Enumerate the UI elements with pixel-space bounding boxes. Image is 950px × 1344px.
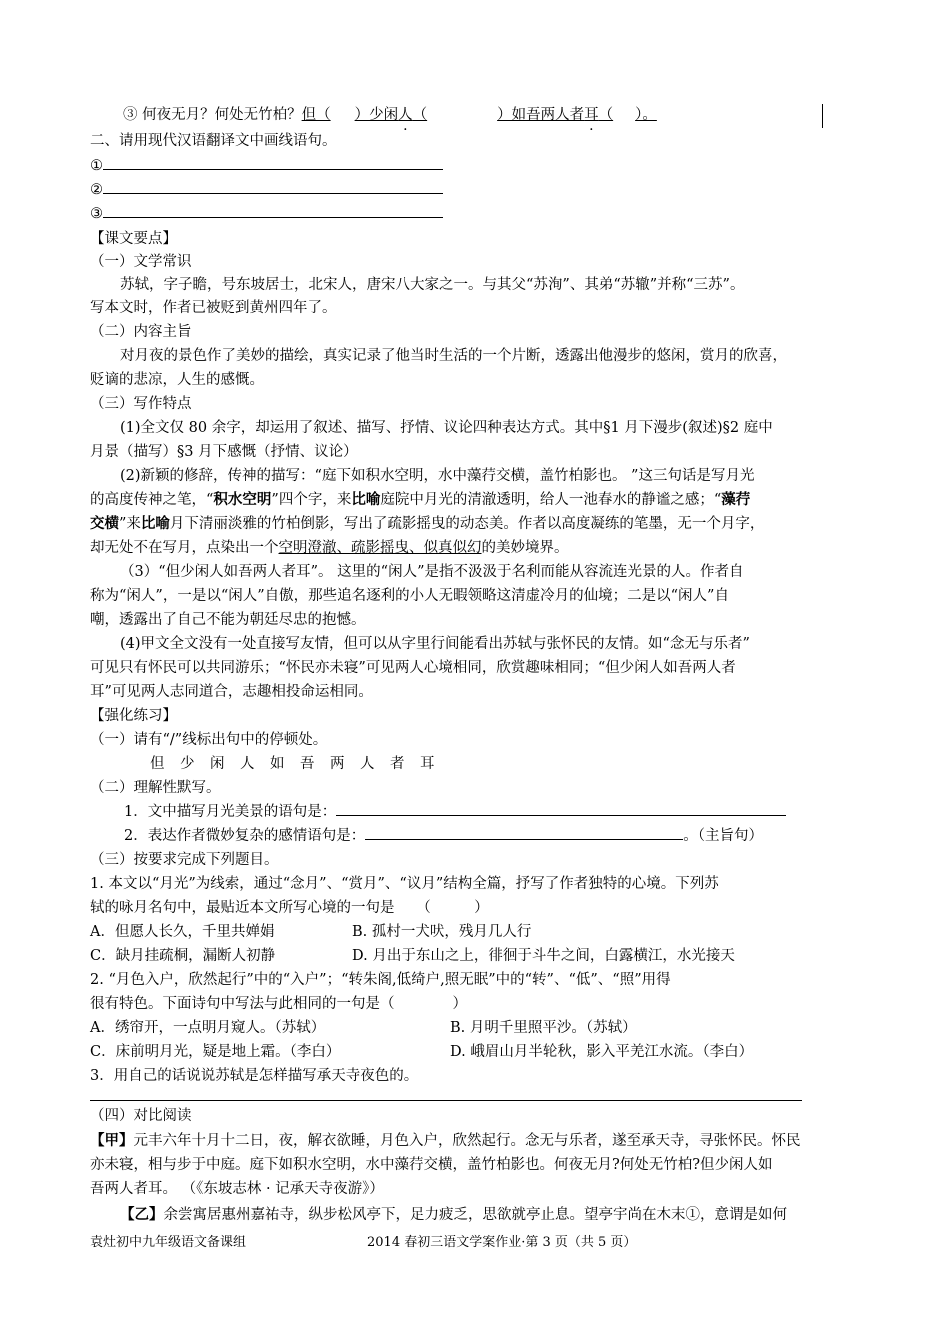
- footer-left: 袁灶初中九年级语文备课组: [90, 1235, 247, 1250]
- q1-line-1: 1. 本文以“月光”为线索，通过“念月”、“赏月”、“议月”结构全篇，抒写了作者独特的心境。下列苏: [90, 876, 719, 892]
- p3-line-1: （3）“但少闲人如吾两人者耳”。 这里的“闲人”是指不汲汲于名利而能从容流连光景的人。作者自: [120, 564, 744, 580]
- qh-title: 【强化练习】: [90, 708, 177, 724]
- p3-line-3: 嘲，透露出了自己不能为朝廷尽忠的抱憾。: [90, 612, 366, 628]
- translation-line-3[interactable]: ③: [90, 203, 443, 225]
- k1-title: （一）文学常识: [90, 254, 192, 270]
- k2-text-2: 贬谪的悲凉，人生的感慨。: [90, 372, 264, 388]
- jia-line-3: 吾两人者耳。 （《东坡志林 · 记承天寺夜游》）: [90, 1181, 384, 1197]
- q3-fill-line: ③ 何夜无月？何处无竹柏？但（ ）少闲人（ ）如吾两人者耳（ ）。: [123, 107, 657, 123]
- e3-title: （三）按要求完成下列题目。: [90, 852, 279, 868]
- q3-prompt: 3．用自己的话说说苏轼是怎样描写承天寺夜色的。: [90, 1068, 419, 1084]
- q1-option-c[interactable]: C．缺月挂疏桐，漏断人初静: [90, 948, 276, 964]
- k2-text-1: 对月夜的景色作了美妙的描绘，真实记录了他当时生活的一个片断，透露出他漫步的悠闲，赏月的欣喜，: [120, 348, 787, 364]
- e4-title: （四）对比阅读: [90, 1108, 192, 1124]
- p2-line-2: 的高度传神之笔，“积水空明”四个字，来比喻庭院中月光的清澈透明，给人一池春水的静谧之感；“藻荇: [90, 491, 751, 508]
- p2-line-3: 交横”来比喻月下清丽淡雅的竹柏倒影，写出了疏影摇曳的动态美。作者以高度凝练的笔墨，无一个月字，: [90, 515, 765, 532]
- yi-line-1: 【乙】余尝寓居惠州嘉祐寺，纵步松风亭下，足力疲乏，思欲就亭止息。望亭宇尚在木末①，意谓是如何: [120, 1206, 787, 1223]
- p4-line-2: 可见只有怀民可以共同游乐；“怀民亦未寝”可见两人心境相同，欣赏趣味相同；“但少闲人如吾两人者: [90, 660, 736, 676]
- translation-line-1[interactable]: ①: [90, 155, 443, 177]
- p3-line-2: 称为“闲人”，一是以“闲人”自傲，那些追名逐利的小人无暇领略这清虚冷月的仙境；二是以“闲人”自: [90, 588, 729, 604]
- e1-title: （一）请有“/”线标出句中的停顿处。: [90, 732, 328, 748]
- q2-option-a[interactable]: A．绣帘开，一点明月窥人。（苏轼）: [90, 1020, 326, 1036]
- q1-option-a[interactable]: A．但愿人长久，千里共婵娟: [90, 924, 275, 940]
- e2-q1[interactable]: 1．文中描写月光美景的语句是：: [124, 801, 786, 823]
- section-2-title: 二、请用现代汉语翻译文中画线语句。: [90, 133, 337, 149]
- jia-line-2: 亦未寝，相与步于中庭。庭下如积水空明，水中藻荇交横，盖竹柏影也。何夜无月?何处无竹柏?但少闲人如: [90, 1157, 773, 1173]
- e2-q2[interactable]: 2．表达作者微妙复杂的感情语句是： 。（主旨句）: [124, 828, 763, 844]
- e2-title: （二）理解性默写。: [90, 780, 221, 796]
- item-number: ③: [123, 107, 138, 123]
- translation-line-2[interactable]: ②: [90, 179, 443, 201]
- kewen-title: 【课文要点】: [90, 231, 177, 247]
- pause-sentence[interactable]: 但 少 闲 人 如 吾 两 人 者 耳: [150, 756, 435, 772]
- q1-option-b[interactable]: B. 孤村一犬吠，残月几人行: [352, 924, 532, 940]
- q2-line-2: 很有特色。下面诗句中写法与此相同的一句是（ ）: [90, 996, 467, 1012]
- p4-line-3: 耳”可见两人志同道合，志趣相投命运相同。: [90, 684, 373, 700]
- p2-line-4: 却无处不在写月，点染出一个空明澄澈、疏影摇曳、似真似幻的美妙境界。: [90, 540, 569, 556]
- k3-title: （三）写作特点: [90, 396, 192, 412]
- p4-line-1: (4)甲文全文没有一处直接写友情，但可以从字里行间能看出苏轼与张怀民的友情。如“念无与乐者”: [120, 636, 750, 652]
- footer-right: 2014 春初三语文学案作业·第 3 页（共 5 页）: [367, 1235, 637, 1250]
- k2-title: （二）内容主旨: [90, 324, 192, 340]
- q1-option-d[interactable]: D. 月出于东山之上，徘徊于斗牛之间，白露横江，水光接天: [352, 948, 735, 964]
- p1-line-2: 月景（描写）§3 月下感慨（抒情、议论）: [90, 444, 358, 460]
- q2-option-d[interactable]: D. 峨眉山月半轮秋，影入平羌江水流。（李白）: [450, 1044, 754, 1060]
- q2-option-c[interactable]: C．床前明月光，疑是地上霜。（李白）: [90, 1044, 341, 1060]
- p2-line-1: (2)新颖的修辞，传神的描写：“庭下如积水空明，水中藻荇交横，盖竹柏影也。 ”这三句话是写月光: [120, 468, 755, 484]
- k1-text-2: 写本文时，作者已被贬到黄州四年了。: [90, 300, 337, 316]
- margin-bar: [822, 104, 823, 128]
- q2-line-1: 2. “月色入户，欣然起行”中的“入户”；“转朱阁,低绮户,照无眠”中的“转”、“低”、“照”用得: [90, 972, 671, 988]
- q2-option-b[interactable]: B. 月明千里照平沙。（苏轼）: [450, 1020, 637, 1036]
- k1-text-1: 苏轼，字子瞻，号东坡居士，北宋人，唐宋八大家之一。与其父“苏洵”、其弟“苏辙”并称“三苏”。: [120, 277, 745, 293]
- jia-line-1: 【甲】元丰六年十月十二日，夜，解衣欲睡，月色入户，欣然起行。念无与乐者，遂至承天寺，寻张怀民。怀民: [90, 1132, 801, 1149]
- q3-answer-line[interactable]: [90, 1100, 802, 1101]
- q1-line-2: 轼的咏月名句中，最贴近本文所写心境的一句是 （ ）: [90, 900, 489, 916]
- p1-line-1: (1)全文仅 80 余字，却运用了叙述、描写、抒情、议论四种表达方式。其中§1 月下漫步(叙述)§2 庭中: [120, 420, 773, 436]
